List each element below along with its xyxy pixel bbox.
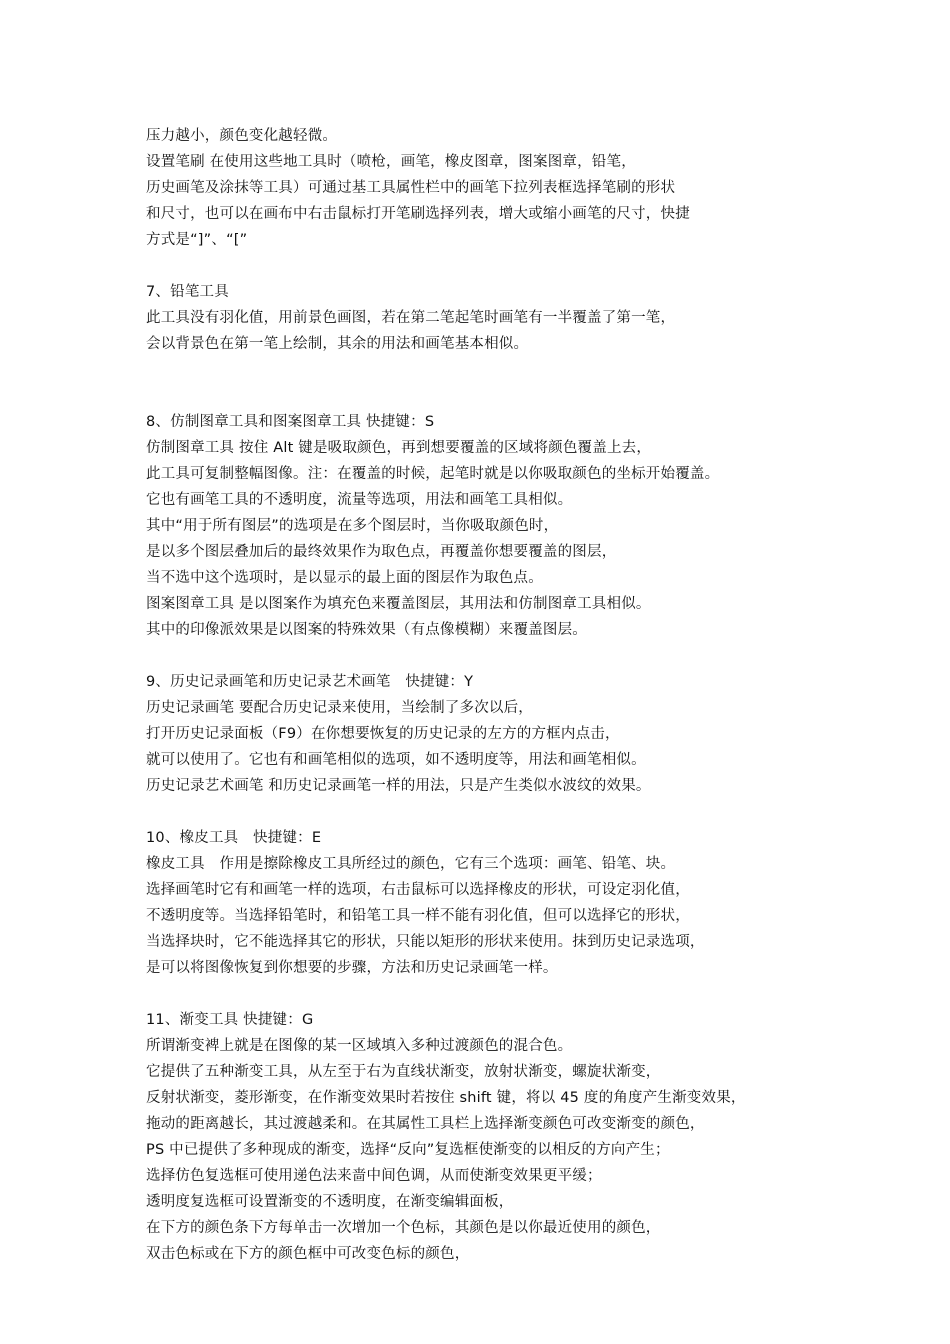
text-line: 图案图章工具 是以图案作为填充色来覆盖图层，其用法和仿制图章工具相似。 [146, 596, 651, 612]
text-line: 是以多个图层叠加后的最终效果作为取色点，再覆盖你想要覆盖的图层， [146, 544, 617, 560]
text-line: 历史记录艺术画笔 和历史记录画笔一样的用法，只是产生类似水波纹的效果。 [146, 778, 651, 794]
text-line: 双击色标或在下方的颜色框中可改变色标的颜色， [146, 1246, 470, 1262]
text-line: 它也有画笔工具的不透明度，流量等选项，用法和画笔工具相似。 [146, 492, 573, 508]
text-line: 设置笔刷 在使用这些地工具时（喷枪，画笔，橡皮图章，图案图章，铅笔， [146, 154, 636, 170]
text-line: 历史记录画笔 要配合历史记录来使用，当绘制了多次以后， [146, 700, 534, 716]
section-heading: 10、橡皮工具 快捷键：E [146, 830, 322, 846]
paragraph-eraser-tool [146, 825, 936, 981]
text-line: 是可以将图像恢复到你想要的步骤，方法和历史记录画笔一样。 [146, 960, 558, 976]
paragraph-spacer [146, 253, 936, 279]
text-line: 和尺寸，也可以在画布中右击鼠标打开笔刷选择列表，增大或缩小画笔的尺寸，快捷 [146, 206, 690, 222]
section-heading: 11、渐变工具 快捷键：G [146, 1012, 314, 1028]
text-line: PS 中已提供了多种现成的渐变，选择“反向”复选框使渐变的以相反的方向产生； [146, 1142, 670, 1158]
text-line: 打开历史记录面板（F9）在你想要恢复的历史记录的左方的方框内点击， [146, 726, 620, 742]
text-line: 压力越小，颜色变化越轻微。 [146, 128, 338, 144]
text-line: 此工具没有羽化值，用前景色画图，若在第二笔起笔时画笔有一半覆盖了第一笔， [146, 310, 676, 326]
paragraph-brush-settings [146, 123, 936, 253]
text-line: 拖动的距离越长，其过渡越柔和。在其属性工具栏上选择渐变颜色可改变渐变的颜色， [146, 1116, 705, 1132]
paragraph-pencil-tool [146, 279, 936, 357]
paragraph-gradient-tool [146, 1007, 936, 1267]
text-line: 选择仿色复选框可使用递色法来啬中间色调，从而使渐变效果更平缓； [146, 1168, 602, 1184]
paragraph-spacer [146, 643, 936, 669]
paragraph-spacer [146, 357, 936, 409]
text-line: 透明度复选框可设置渐变的不透明度，在渐变编辑面板， [146, 1194, 514, 1210]
text-line: 所谓渐变裨上就是在图像的某一区域填入多种过渡颜色的混合色。 [146, 1038, 573, 1054]
paragraph-history-brush [146, 669, 936, 799]
text-line: 历史画笔及涂抹等工具）可通过基工具属性栏中的画笔下拉列表框选择笔刷的形状 [146, 180, 676, 196]
text-line: 仿制图章工具 按住 Alt 键是吸取颜色，再到想要覆盖的区域将颜色覆盖上去， [146, 440, 652, 456]
text-line: 当不选中这个选项时，是以显示的最上面的图层作为取色点。 [146, 570, 543, 586]
text-line: 其中“用于所有图层”的选项是在多个图层时，当你吸取颜色时， [146, 518, 559, 534]
text-line: 会以背景色在第一笔上绘制，其余的用法和画笔基本相似。 [146, 336, 529, 352]
section-heading: 8、仿制图章工具和图案图章工具 快捷键：S [146, 414, 435, 430]
text-line: 方式是“]”、“[” [146, 232, 248, 248]
paragraph-spacer [146, 799, 936, 825]
document-body [146, 123, 936, 1267]
text-line: 不透明度等。当选择铅笔时，和铅笔工具一样不能有羽化值，但可以选择它的形状， [146, 908, 690, 924]
text-line: 反射状渐变，菱形渐变，在作渐变效果时若按住 shift 键，将以 45 度的角度产生渐变效果， [146, 1090, 746, 1106]
text-line: 在下方的颜色条下方每单击一次增加一个色标，其颜色是以你最近使用的颜色， [146, 1220, 661, 1236]
text-line: 其中的印像派效果是以图案的特殊效果（有点像模糊）来覆盖图层。 [146, 622, 587, 638]
text-line: 当选择块时，它不能选择其它的形状，只能以矩形的形状来使用。抹到历史记录选项， [146, 934, 705, 950]
text-line: 就可以使用了。它也有和画笔相似的选项，如不透明度等，用法和画笔相似。 [146, 752, 646, 768]
text-line: 橡皮工具 作用是擦除橡皮工具所经过的颜色，它有三个选项：画笔、铅笔、块。 [146, 856, 676, 872]
text-line: 选择画笔时它有和画笔一样的选项，右击鼠标可以选择橡皮的形状，可设定羽化值， [146, 882, 690, 898]
text-line: 它提供了五种渐变工具，从左至于右为直线状渐变，放射状渐变，螺旋状渐变， [146, 1064, 661, 1080]
section-heading: 7、铅笔工具 [146, 284, 229, 300]
paragraph-spacer [146, 981, 936, 1007]
paragraph-stamp-tools [146, 409, 936, 643]
text-line: 此工具可复制整幅图像。注：在覆盖的时候，起笔时就是以你吸取颜色的坐标开始覆盖。 [146, 466, 720, 482]
section-heading: 9、历史记录画笔和历史记录艺术画笔 快捷键：Y [146, 674, 474, 690]
